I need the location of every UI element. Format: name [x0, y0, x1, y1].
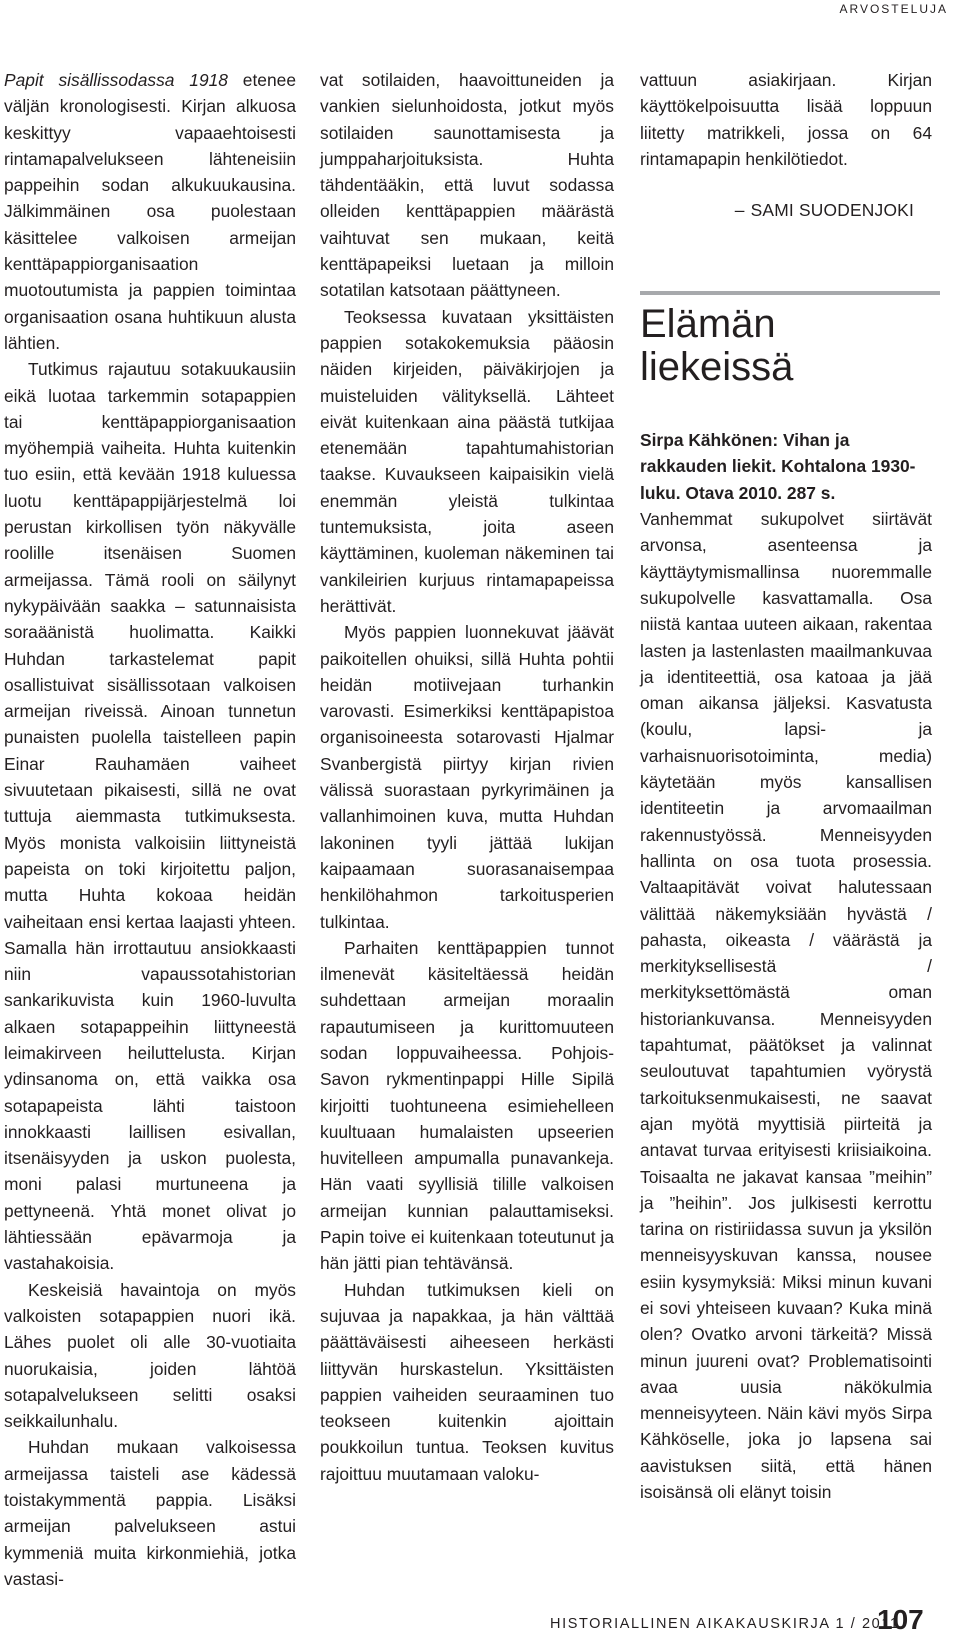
paragraph: Teoksessa kuvataan yksittäisten pappien sotakokemuksia pääosin näiden kirjeiden, päiväkirjojen ja muisteluiden välityksellä. Lähteet eivät kuitenkaan aina päästä tutkijaa etenemään tapahtumahistorian taakse. Kuvaukseen kaipaisikin vielä enemmän yleistä tulkintaa tuntemuksista, joita aseen käyttäminen, kuoleman näkeminen tai vankileirien kurjuus rintamapapeissa herättivät. [320, 306, 614, 616]
column-2 [320, 67, 614, 1487]
paragraph [4, 67, 296, 356]
journal-name: HISTORIALLINEN AIKAKAUSKIRJA 1 / 2011 [550, 1616, 900, 1632]
paragraph: Keskeisiä havaintoja on myös valkoisten sotapappien nuori ikä. Lähes puolet oli alle 30-vuotiaita nuorukaisia, joiden lähtöä sotapalvelukseen selitti osaksi seikkailunhalu. [4, 1279, 296, 1432]
book-info: Sirpa Kähkönen: Vihan ja rakkauden liekit. Kohtalona 1930-luku. Otava 2010. 287 s. [640, 430, 916, 503]
paragraph-text: etenee väljän kronologisesti. Kirjan alkuosa keskittyy vapaaehtoisesti rintamapalvelukseen lähteneisiin pappeihin sodan alkukuukausina. Jälkimmäinen osa puolestaan käsittelee valkoisen armeijan kenttäpappiorganisaation muotoutumista ja pappien toimintaa organisaation osana huhtikuun alusta lähtien. [4, 70, 296, 353]
column-3 [640, 67, 932, 1505]
paragraph: vat sotilaiden, haavoittuneiden ja vankien sielunhoidosta, jotkut myös sotilaiden saunottamisesta ja jumppaharjoituksista. Huhta tähdentääkin, että luvut sodassa olleiden kenttäpappien määrästä vaihtuvat sen mukaan, keitä kenttäpapeiksi luetaan ja milloin sotatilan katsotaan päättyneen. [320, 70, 614, 301]
paragraph: vattuun asiakirjaan. Kirjan käyttökelpoisuutta lisää loppuun liitetty matrikkeli, jossa on 64 rintamapapin henkilötiedot. [640, 70, 932, 169]
paragraph: Parhaiten kenttäpappien tunnot ilmenevät käsiteltäessä heidän suhdettaan armeijan moraalin rapautumiseen ja kurittomuuteen sodan loppuvaiheessa. Pohjois-Savon rykmentinpappi Hille Sipilä kirjoitti tuohtuneena esimiehelleen kuultuaan humalaisten upseerien huvitelleen ampumalla punavankeja. Hän vaati syyllisiä tilille valkoisen armeijan kunnian palauttamiseksi. Papin toive ei kuitenkaan toteutunut ja hän jätti pian tehtävänsä. [320, 937, 614, 1274]
section-divider [640, 291, 940, 295]
paragraph: Myös pappien luonnekuvat jäävät paikoitellen ohuiksi, sillä Huhta pohtii heidän motiivejaan turhankin varovasti. Esimerkiksi kenttäpapistoa organisoineesta sotarovasti Hjalmar Svanbergistä piirtyy kirjan rivien välissä suorastaan pyrkyrimäinen ja vallanhimoinen kuva, mutta Huhdan lakoninen tyyli jättää lukijan kaipaamaan suorasanaisempaa henkilöhahmon tarkoitusperien tulkintaa. [320, 622, 614, 932]
review-title: Elämän liekeissä [640, 302, 794, 390]
review-author [640, 200, 932, 221]
paragraph: Huhdan mukaan valkoisessa armeijassa taisteli ase kädessä toistakymmentä pappia. Lisäksi armeijan palvelukseen astui kymmeniä muita kirkonmiehiä, jotka vastasi- [4, 1437, 296, 1589]
author-name: SAMI SUODENJOKI [750, 200, 914, 221]
author-dash: – [734, 200, 745, 221]
paragraph: Vanhemmat sukupolvet siirtävät arvonsa, asenteensa ja käyttäytymismallinsa nuoremmalle sukupolvelle kasvattamalla. Osa niistä kantaa uuteen aikaan, rakentaa lasten ja lastenlasten maailmankuvaa ja identiteettiä, osa katoaa ja jää oman aikansa jäljeksi. Kasvatusta (koulu, lapsi- ja varhaisnuorisotoiminta, media) käytetään myös kansallisen identiteetin ja arvomaailman rakennustyössä. Menneisyyden hallinta on osa tuota prosessia. Valtaapitävät voivat halutessaan välittää näkemyksiään hyvästä / pahasta, oikeasta / väärästä ja merkityksellisestä / merkityksettömästä oman historiankuvansa. Menneisyyden tapahtumat, päätökset ja valinnat seuloutuvat tapahtumien vyörystä tarkoituksenmukaisesti, ne saavat ajan myötä myyttisiä piirteitä ja antavat turvaa erityisesti kriisiaikoina. Toisaalta ne jakavat kansaa ”meihin” ja ”heihin”. Jos julkisesti kerrottu tarina on ristiriidassa suvun ja yksilön menneisyyskuvan kanssa, nousee esiin kysymyksiä: Miksi minun kuvani ei sovi yhteiseen kuvaan? Kuka minä olen? Ovatko arvoni tärkeitä? Missä minun juureni ovat? Problematisointi avaa uusia näkökulmia menneisyyteen. Näin kävi myös Sirpa Kähköselle, joka jo lapsena sai aavistuksen siitä, että hänen isoisänsä oli elänyt toisin [640, 509, 932, 1503]
column-1 [4, 67, 296, 1592]
paragraph: Huhdan tutkimuksen kieli on sujuvaa ja napakkaa, ja hän välttää päättäväisesti aiheeseen herkästi liittyvän hurskastelun. Yksittäisten pappien vaiheiden seuraaminen tuo teokseen kuitenkin ajoittain poukkoilun tuntua. Teoksen kuvitus rajoittuu muutamaan valoku- [320, 1279, 614, 1484]
paragraph: Tutkimus rajautuu sotakuukausiin eikä luotaa tarkemmin sotapappien tai kenttäpappiorganisaation myöhempiä vaiheita. Huhta kuitenkin tuo esiin, että kevään 1918 kuluessa luotu kenttäpappijärjestelmä loi perustan kirkollisen työn näkyvälle roolille itsenäisen Suomen armeijassa. Tämä rooli on säilynyt nykypäivään saakka – satunnaisista soraäänistä huolimatta. Kaikki Huhdan tarkastelemat papit osallistuivat sisällissotaan valkoisen armeijan riveissä. Ainoan tunnetun punaisten puolella taistelleen papin Einar Rauhamäen vaiheet sivuutetaan pikaisesti, sillä ne ovat tuttuja aiemmasta tutkimuksesta. Myös monista valkoisiin liittyneistä papeista on toki kirjoitettu paljon, mutta Huhta kokoaa heidän vaiheitaan ensi kertaa laajasti yhteen. Samalla hän irrottautuu ansiokkaasti niin vapaussotahistorian sankarikuvista kuin 1960-luvulta alkaen sotapappeihin liittyneestä leimakirveen heiluttelusta. Kirjan ydinsanoma on, että vaikka osa sotapapeista lähti taistoon innokkaasti laillisen esivallan, itsenäisyyden ja uskon puolesta, moni palasi murtuneena ja pettyneenä. Yhtä monet olivat jo lähtiessään epävarmoja ja vastahakoisia. [4, 359, 296, 1274]
section-label: ARVOSTELUJA [839, 2, 948, 16]
page-number: 107 [877, 1604, 924, 1635]
book-title-italic: Papit sisällissodassa 1918 [4, 70, 228, 90]
